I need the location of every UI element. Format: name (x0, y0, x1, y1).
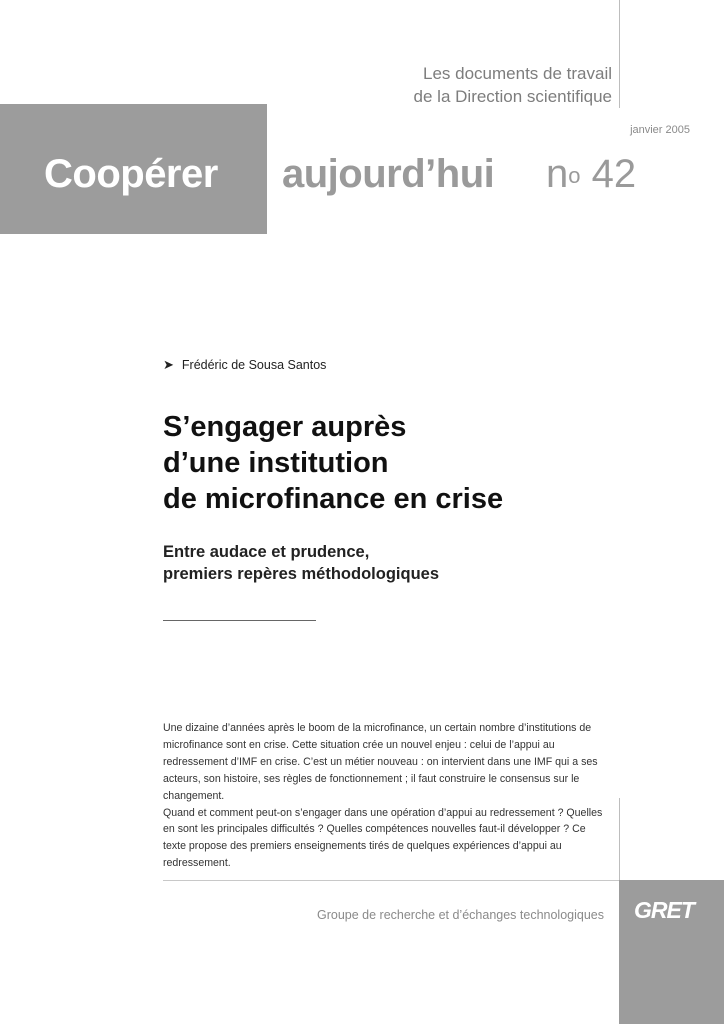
masthead-word-aujourdhui: aujourd’hui (282, 152, 495, 196)
author-name: Frédéric de Sousa Santos (181, 358, 327, 372)
title-line-3: de microfinance en crise (163, 483, 504, 515)
vertical-divider-top (619, 0, 620, 108)
title-line-1: S’engager auprès (163, 411, 407, 443)
vertical-divider-middle (619, 798, 620, 882)
footer-rule (163, 880, 619, 881)
subtitle-rule (163, 620, 316, 621)
series-line-2: de la Direction scientifique (413, 87, 612, 106)
issue-number-prefix: n (546, 152, 569, 196)
publisher-name: Groupe de recherche et d’échanges technologiques (316, 908, 604, 922)
gret-logo: GRET (634, 897, 694, 923)
series-line-1: Les documents de travail (423, 64, 612, 83)
abstract-paragraph-1: Une dizaine d’années après le boom de la microfinance, un certain nombre d’institutions de microfinance sont en crise. Cette situation crée un nouvel enjeu : celui de l’appui au redressement d’IMF en crise. C’est un métier nouveau : on intervient dans une IMF qui a ses acteurs, son histoire, ses règles de fonctionnement ; il faut construire le consensus sur le changement. (163, 722, 598, 802)
issue-number-value: 42 (591, 152, 637, 196)
subtitle-line-1: Entre audace et prudence, (163, 543, 370, 561)
issue-number (546, 148, 636, 206)
document-subtitle (163, 541, 439, 585)
abstract-paragraph-2: Quand et comment peut-on s’engager dans une opération d’appui au redressement ? Quelles en sont les principales difficultés ? Quelles compétences nouvelles faut-il développer ? Ce texte propose des premiers enseignements tirés de quelques expériences d’appui au redressement. (163, 806, 603, 870)
masthead-word-cooperer: Coopérer (44, 152, 218, 196)
subtitle-line-2: premiers repères méthodologiques (163, 565, 439, 583)
author-line (163, 357, 326, 373)
publication-date: janvier 2005 (630, 124, 690, 136)
title-line-2: d’une institution (163, 447, 389, 479)
abstract (163, 720, 605, 872)
arrow-right-icon: ➤ (163, 357, 174, 372)
issue-number-superscript: o (568, 163, 581, 188)
document-title (163, 409, 503, 517)
series-heading (414, 62, 612, 108)
